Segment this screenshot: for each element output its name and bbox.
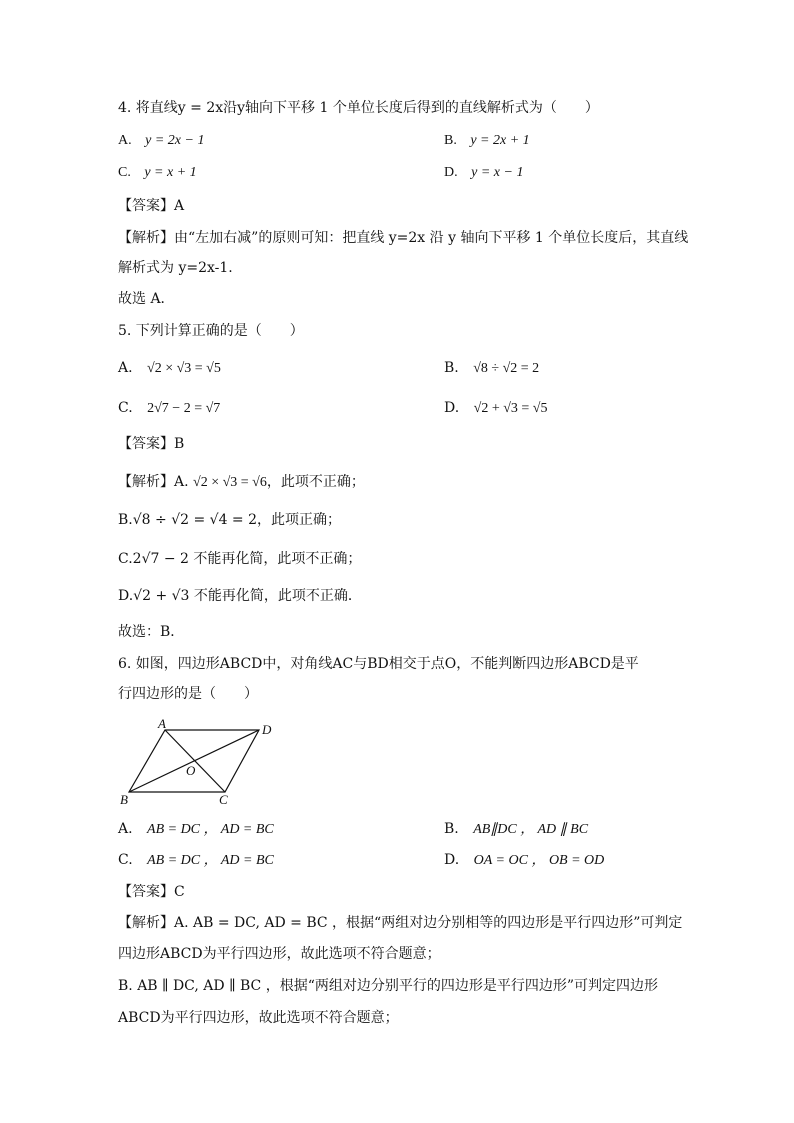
q4-option-c-expr: y = x + 1 — [144, 165, 197, 180]
q5-option-b — [444, 358, 539, 379]
vertex-label-c: C — [219, 792, 228, 807]
q6-option-c-label: C. — [118, 852, 133, 868]
q4-option-c-label: C. — [118, 165, 131, 180]
q4-analysis-line2: 解析式为 y=2x-1. — [118, 260, 233, 276]
q6-option-d — [444, 850, 604, 871]
q5-analysis-c: C.2√7 − 2 不能再化简，此项不正确； — [118, 551, 362, 567]
vertex-label-d: D — [262, 722, 272, 737]
q4-option-a — [118, 131, 204, 151]
q5-stem: 5. 下列计算正确的是（ ） — [118, 323, 304, 339]
q5-option-a-label: A. — [118, 360, 133, 376]
q4-option-b-expr: y = 2x + 1 — [470, 133, 530, 148]
q6-stem-line2: 行四边形的是（ ） — [118, 686, 258, 702]
q5-analysis-d: D.√2 + √3 不能再化简，此项不正确． — [118, 588, 362, 604]
q5-option-c-expr: 2√7 − 2 = √7 — [147, 401, 221, 416]
diagonal-bd — [129, 730, 259, 792]
q4-conclusion: 故选 A． — [118, 291, 175, 307]
intersection-label-o: O — [186, 763, 196, 778]
q4-option-a-expr: y = 2x − 1 — [145, 133, 205, 148]
q5-conclusion: 故选：B． — [118, 624, 185, 640]
q6-analysis-line3: B. AB ∥ DC, AD ∥ BC ，根据“两组对边分别平行的四边形是平行四边形”可判定四边形 — [118, 978, 659, 994]
q6-stem-line1: 6. 如图，四边形ABCD中，对角线AC与BD相交于点O，不能判断四边形ABCD是平 — [118, 656, 639, 672]
q6-option-b-label: B. — [444, 821, 459, 837]
q6-option-c — [118, 850, 274, 871]
q5-analysis-a-text: √2 × √3 = √6，此项不正确； — [193, 475, 365, 490]
q4-option-b-label: B. — [444, 133, 457, 148]
q6-option-b-expr: AB∥DC ， AD ∥ BC — [473, 822, 589, 837]
q6-option-b — [444, 819, 588, 840]
q5-option-d-expr: √2 + √3 = √5 — [473, 401, 548, 416]
q5-option-c — [118, 398, 220, 419]
q4-stem: 4. 将直线y = 2x沿y轴向下平移 1 个单位长度后得到的直线解析式为（ ） — [118, 100, 599, 116]
q5-option-d — [444, 398, 547, 419]
q5-option-a — [118, 358, 221, 379]
q6-analysis-line1: 【解析】A. AB = DC, AD = BC ，根据“两组对边分别相等的四边形是平行四边形”可判定 — [118, 915, 683, 931]
q5-analysis-a-prefix: 【解析】A. — [118, 474, 189, 490]
q4-analysis-line1: 【解析】由“左加右减”的原则可知：把直线 y=2x 沿 y 轴向下平移 1 个单位长度后，其直线 — [118, 230, 689, 246]
q5-option-c-label: C. — [118, 400, 133, 416]
q6-analysis-line4: ABCD为平行四边形，故此选项不符合题意； — [118, 1010, 399, 1026]
q6-answer: 【答案】C — [118, 884, 185, 900]
q5-answer: 【答案】B — [118, 436, 185, 452]
q4-option-b — [444, 131, 530, 151]
q5-option-b-label: B. — [444, 360, 459, 376]
q5-analysis-a — [118, 472, 365, 493]
q6-option-a-expr: AB = DC ， AD = BC — [147, 822, 274, 837]
q5-analysis-b: B.√8 ÷ √2 = √4 = 2，此项正确； — [118, 512, 342, 528]
q6-option-c-expr: AB = DC ， AD = BC — [147, 853, 274, 868]
vertex-label-a: A — [158, 718, 166, 731]
q6-analysis-line2: 四边形ABCD为平行四边形，故此选项不符合题意； — [118, 946, 441, 962]
q6-parallelogram-figure — [112, 718, 287, 810]
q5-option-a-expr: √2 × √3 = √5 — [147, 361, 221, 376]
q4-answer: 【答案】A — [118, 198, 185, 214]
q6-option-d-label: D. — [444, 852, 460, 868]
q4-option-a-label: A. — [118, 133, 132, 148]
q6-option-a — [118, 819, 274, 840]
q4-option-c — [118, 163, 197, 183]
q4-option-d-expr: y = x − 1 — [471, 165, 524, 180]
q4-option-d — [444, 163, 523, 183]
q5-option-b-expr: √8 ÷ √2 = 2 — [473, 361, 540, 376]
q6-option-d-expr: OA = OC ， OB = OD — [473, 853, 605, 868]
q5-option-d-label: D. — [444, 400, 460, 416]
q6-option-a-label: A. — [118, 821, 133, 837]
vertex-label-b: B — [120, 792, 128, 807]
q4-option-d-label: D. — [444, 165, 458, 180]
